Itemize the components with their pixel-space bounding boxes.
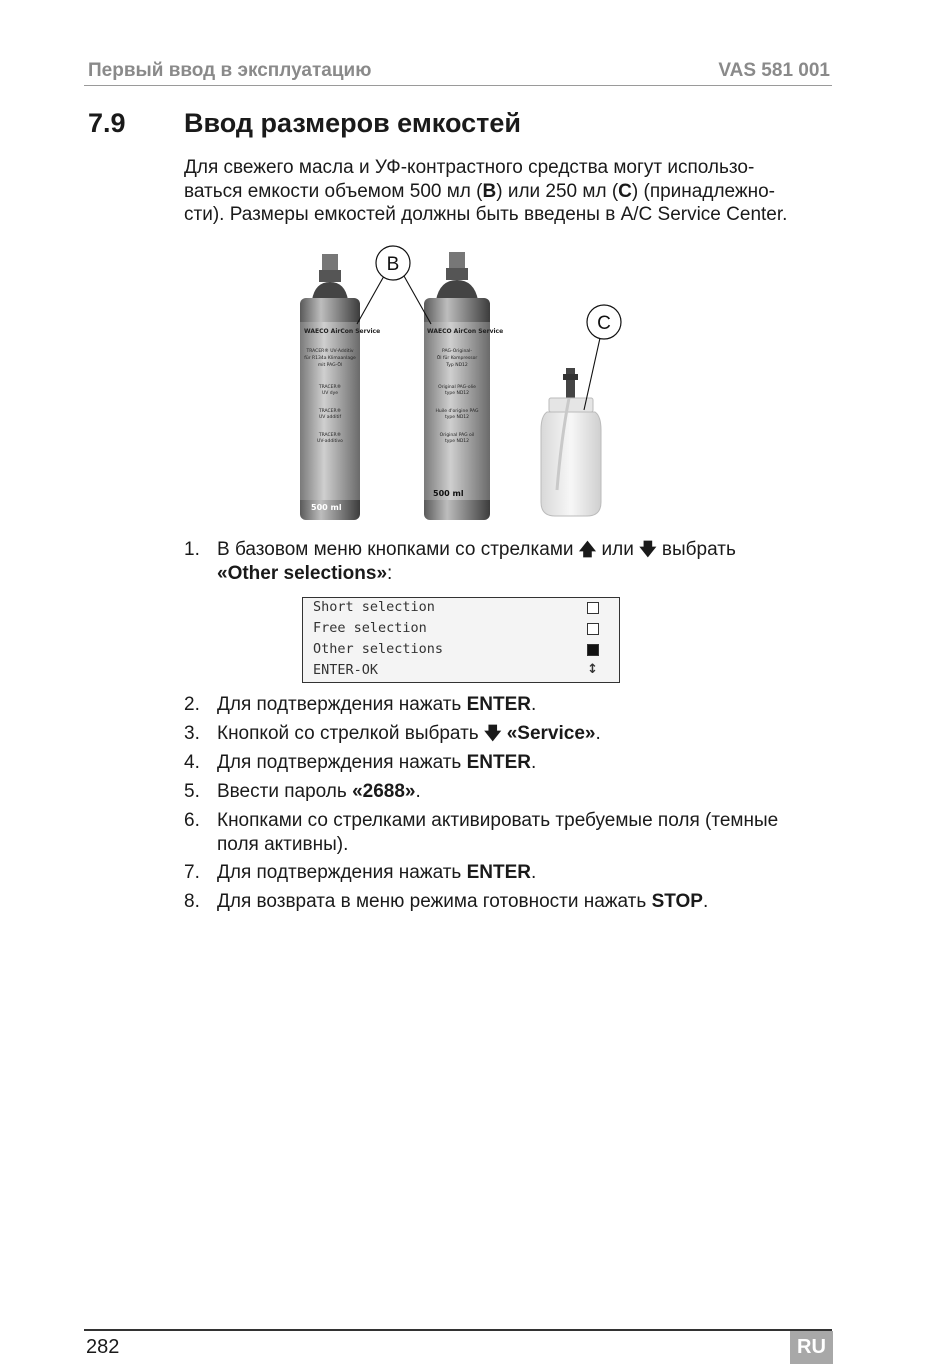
step-6 bbox=[184, 809, 834, 856]
step-number: 4. bbox=[184, 752, 200, 773]
step-text: Ввести пароль bbox=[217, 781, 353, 802]
step-4 bbox=[184, 751, 834, 775]
svg-text:type ND12: type ND12 bbox=[444, 439, 470, 444]
svg-text:TRACER®: TRACER® bbox=[318, 385, 342, 390]
step-text: . bbox=[595, 723, 601, 744]
step-text: . bbox=[531, 694, 537, 715]
step-7 bbox=[184, 861, 834, 885]
bottle-250ml bbox=[541, 368, 601, 516]
arrow-down-icon: 🡇 bbox=[483, 724, 502, 743]
arrow-down-icon: 🡇 bbox=[639, 540, 657, 559]
step-text: выбрать bbox=[656, 539, 736, 560]
arrow-up-icon: 🡅 bbox=[578, 540, 597, 559]
svg-text:WAECO AirCon Service: WAECO AirCon Service bbox=[304, 328, 381, 335]
svg-text:UV dye: UV dye bbox=[321, 391, 339, 396]
lcd-row-enter-ok: ENTER-OK bbox=[313, 662, 379, 678]
svg-text:type ND12: type ND12 bbox=[444, 415, 470, 420]
step-text: Кнопками со стрелками активировать требуемые поля (темные bbox=[217, 810, 779, 831]
step-text: Для подтверждения нажать bbox=[217, 694, 467, 715]
running-header-model: VAS 581 001 bbox=[718, 60, 830, 81]
step-text: . bbox=[531, 862, 537, 883]
checkbox-checked-icon bbox=[587, 644, 599, 656]
step-number: 6. bbox=[184, 810, 200, 831]
step-number: 7. bbox=[184, 862, 200, 883]
section-title: Ввод размеров емкостей bbox=[184, 108, 521, 138]
step-text: или bbox=[596, 539, 640, 560]
step-text: поля активны). bbox=[217, 833, 349, 855]
svg-text:UV additif: UV additif bbox=[318, 415, 342, 420]
step-text: Кнопкой со стрелкой выбрать bbox=[217, 723, 484, 744]
containers-photo bbox=[295, 240, 635, 525]
step-keyword: STOP bbox=[651, 891, 703, 912]
can-500ml-uv-additive bbox=[300, 254, 380, 520]
step-number: 2. bbox=[184, 694, 200, 715]
checkbox-icon bbox=[587, 623, 599, 635]
step-number: 1. bbox=[184, 539, 200, 560]
intro-ref-c: C bbox=[618, 180, 632, 202]
step-keyword: «Other selections» bbox=[217, 562, 388, 584]
svg-text:type ND12: type ND12 bbox=[444, 391, 470, 396]
header-rule bbox=[84, 85, 832, 86]
step-keyword: ENTER bbox=[466, 752, 532, 773]
svg-text:WAECO AirCon Service: WAECO AirCon Service bbox=[427, 328, 504, 335]
lcd-row-free-selection: Free selection bbox=[313, 620, 427, 636]
step-text: Для возврата в меню режима готовности нажать bbox=[217, 891, 652, 912]
step-5 bbox=[184, 780, 834, 804]
step-text: . bbox=[415, 781, 421, 802]
step-text: В базовом меню кнопками со стрелками bbox=[217, 539, 579, 560]
svg-text:TRACER®: TRACER® bbox=[318, 409, 342, 414]
step-text: . bbox=[531, 752, 537, 773]
step-2 bbox=[184, 693, 834, 717]
step-text: Для подтверждения нажать bbox=[217, 752, 467, 773]
lcd-menu-display bbox=[302, 597, 620, 683]
step-text: . bbox=[702, 891, 709, 912]
svg-text:Huile d'origine PAG: Huile d'origine PAG bbox=[435, 409, 479, 414]
svg-text:TRACER®: TRACER® bbox=[318, 433, 342, 438]
step-keyword: «2688» bbox=[352, 781, 416, 802]
svg-text:500 ml: 500 ml bbox=[433, 489, 464, 498]
svg-text:Typ ND12: Typ ND12 bbox=[446, 363, 468, 368]
svg-text:TRACER® UV-Additiv: TRACER® UV-Additiv bbox=[306, 349, 354, 354]
page-number: 282 bbox=[86, 1336, 120, 1358]
containers-illustration bbox=[295, 240, 635, 525]
svg-text:B: B bbox=[386, 254, 400, 275]
intro-text: ) (принадлежно- bbox=[631, 180, 775, 202]
intro-line: Для свежего масла и УФ-контрастного средства могут использо- bbox=[184, 157, 755, 178]
svg-text:UV-additivo: UV-additivo bbox=[317, 439, 343, 444]
can-500ml-pag-oil bbox=[424, 252, 503, 520]
svg-text:C: C bbox=[597, 313, 611, 334]
callout-b bbox=[357, 246, 431, 324]
svg-text:500 ml: 500 ml bbox=[311, 503, 342, 512]
intro-paragraph bbox=[184, 156, 834, 227]
step-number: 3. bbox=[184, 723, 200, 744]
language-badge: RU bbox=[790, 1331, 833, 1364]
footer-rule bbox=[84, 1329, 832, 1331]
svg-text:Original PAG-olie: Original PAG-olie bbox=[438, 385, 476, 390]
step-text: : bbox=[387, 562, 393, 584]
intro-text: ваться емкости объемом 500 мл ( bbox=[184, 180, 483, 202]
lcd-row-short-selection: Short selection bbox=[313, 599, 435, 615]
step-1 bbox=[184, 538, 834, 585]
step-number: 5. bbox=[184, 781, 200, 802]
svg-text:Original PAG oil: Original PAG oil bbox=[439, 433, 475, 438]
intro-line: сти). Размеры емкостей должны быть введены в A/C Service Center. bbox=[184, 204, 788, 225]
section-number: 7.9 bbox=[88, 108, 126, 138]
step-number: 8. bbox=[184, 891, 200, 912]
svg-text:Öl für Kompressor: Öl für Kompressor bbox=[436, 356, 478, 361]
svg-text:PAG-Original-: PAG-Original- bbox=[442, 349, 472, 354]
step-keyword: ENTER bbox=[466, 694, 532, 715]
step-text: Для подтверждения нажать bbox=[217, 862, 467, 883]
step-3 bbox=[184, 722, 834, 746]
svg-text:mit PAG-Öl: mit PAG-Öl bbox=[317, 363, 343, 368]
intro-text: ) или 250 мл ( bbox=[496, 180, 619, 202]
callout-c bbox=[584, 305, 621, 410]
lcd-row-other-selections: Other selections bbox=[313, 641, 444, 657]
up-down-arrow-icon: ↕ bbox=[587, 662, 598, 677]
running-header-title: Первый ввод в эксплуатацию bbox=[88, 60, 372, 81]
step-8 bbox=[184, 890, 834, 914]
intro-ref-b: B bbox=[482, 180, 497, 202]
checkbox-icon bbox=[587, 602, 599, 614]
step-keyword: ENTER bbox=[466, 862, 532, 883]
step-keyword: «Service» bbox=[501, 723, 596, 744]
svg-text:für R134a Klimaanlage: für R134a Klimaanlage bbox=[304, 356, 356, 361]
